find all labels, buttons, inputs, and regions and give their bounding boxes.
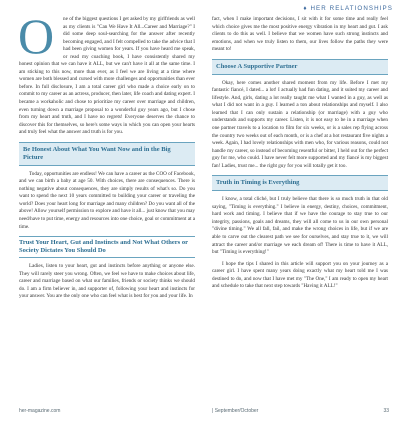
paragraph-closing: I hope the tips I shared in this article will support you on your journey as a career girl. I have spent many years doing exactly what my heart told me I was destined to do, and now that I have met my "The One," I am ready to open my heart and schedule to take that next step towards "Having it ALL!" — [212, 260, 388, 290]
intro-paragraph: ne of the biggest questions I get asked by my girlfriends as well as my clients is "Can We Have It All...Career and Marriage?" I did some deep soul-searching for the answer after recently becoming engaged, and I felt compelled to take the advice that I had been giving women for years. If you have heard me speak, or read my coaching book, I have consistently shared my honest opinion that we can have it ALL, but we can't have it all at the same time. I am sticking to this now, more than ever, as I feel we are living at a time where women are both blessed and cursed with more challenges and opportunities than ever before. In full disclosure, I am a total career girl who made a choice early on to commit to my career as an actress, producer, then later, life coach and dating expert. I became a workaholic and chose to prioritize my career over marriage and children, even turning down a marriage proposal to a wonderful guy years ago, but I chose from my heart and truth, and I have no regrets! Everyone deserves the chance to discover this for themselves, so here's some ways in which you can open your hearts and truly feel what the answer and truth is for you. — [19, 16, 195, 136]
subhead-supportive-partner: Choose A Supportive Partner — [212, 59, 388, 75]
paragraph-partner: Okay, here comes another shared moment from my life. Before I met my fantastic fiancé, I dated... a lot! I actually had fun dating, and it suited my career and lifestyle. And, girls, dating a lot really taught me what I wanted in a guy, as well as what I did not want in a guy. I learned a ton about relationships and myself. I also learned that I can only sustain a relationship (or marriage) with a guy who understands and supports my career. Listen, it is not easy to be in a marriage when one partner travels to a location to film for six weeks, or is a sales rep flying across the country two weeks out of each month, or is a chef at a hot restaurant five nights a week. Again, I had lovely relationships with men who, for various reasons, could not handle my career, so instead of becoming resentful or bitter, I held out for the perfect guy for me, who could. I have never felt more supported and my fiancé is my biggest fan! Ladies, trust me... the right guy for you will totally get it too. — [212, 79, 388, 169]
footer-site: her-magazine.com — [19, 408, 61, 414]
subhead-trust-your-heart: Trust Your Heart, Gut and Instincts and Not What Others or Society Dictates You Should Do — [19, 236, 195, 258]
paragraph-listen: Ladies, listen to your heart, gut and instincts before anything or anyone else. They will rarely steer you wrong. Often, we feel we have to make choices about life, career and marriage based on what our families, friends or society thinks we should do. I am a firm believer in, and supporter of, following your heart and instincts for your answer. You are the only one who can feel what is best for you and your life. In — [19, 263, 195, 300]
drop-cap: O — [18, 8, 55, 64]
footer-issue: | September/October — [212, 408, 259, 414]
paragraph-opportunities: Today, opportunities are endless! We can have a career as the COO of Facebook, and we can birth a baby at age 50. With choices, there are consequences. There is nothing negative about consequences, they are simply results of what's so. Do you want to spend the next 10 years committed to building your career or traveling the world? Does your heart long for marriage and many children? Do you want all of the above! Allow yourself permission to explore and have it all... just know that you may need/have to put time, energy and resources into one choice, goal or commitment at a time. — [19, 170, 195, 230]
left-column — [18, 8, 195, 305]
paragraph-continued: fact, when I make important decisions, I sit with it for some time and really feel which choice gives me the most positive energy vibration in my heart and gut. I ask clients to do this as well. I believe that we women have such strong instincts and emotions, and when we truly listen to them, our lives follow the paths they were meant to! — [212, 16, 388, 53]
paragraph-timing: I know, a total cliché, but I truly believe that there is so much truth in that old saying, "Timing is everything." I believe in energy, destiny, choices, commitment, hard work and timing. I believe that if we have the courage to stay true to our integrity, passions, goals and dreams, they will all come to us in our own personal "divine timing." We all fall, fail, and make the wrong choices in life, but if we are able to carve out the clearest path we see for ourselves, and stay true to it, we will attract the career and/or marriage we each dream of! There is time to have it ALL, but "Timing is everything!" — [212, 196, 388, 256]
section-header: ♦ HER RELATIONSHIPS — [303, 5, 393, 12]
right-column — [212, 16, 388, 295]
page-number: 33 — [383, 408, 389, 414]
subhead-truth-in-timing: Truth in Timing is Everything — [212, 175, 388, 191]
subhead-be-honest: Be Honest About What You Want Now and in the Big Picture — [19, 142, 195, 166]
intro-block — [18, 8, 195, 137]
